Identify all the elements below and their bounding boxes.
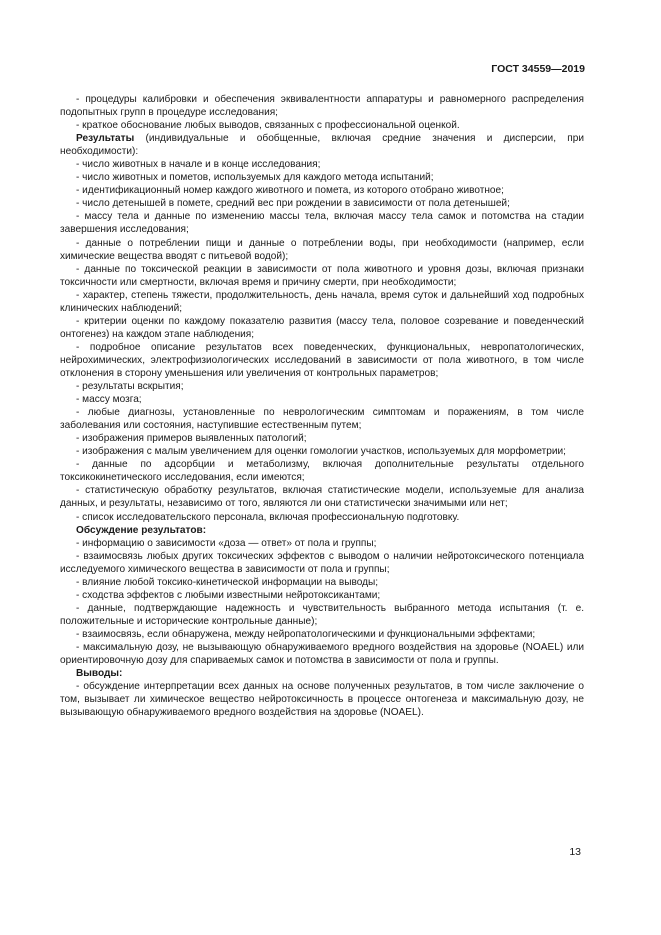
list-item — [60, 171, 584, 184]
paragraph-text: - информацию о зависимости «доза — ответ» от пола и группы; — [76, 537, 377, 549]
paragraph-text: (индивидуальные и обобщенные, включая средние значения и дисперсии, при необходимости): — [60, 133, 584, 158]
document-header: ГОСТ 34559—2019 — [491, 63, 585, 75]
list-item — [60, 93, 584, 119]
paragraph-text: - статистическую обработку результатов, включая статистические модели, используемые для анализа данных, и результаты, независимо от того, являются ли они статистически значимыми или нет; — [60, 485, 584, 510]
paragraph-text: - число животных в начале и в конце исследования; — [76, 159, 321, 171]
paragraph-text: - изображения примеров выявленных патологий; — [76, 433, 307, 445]
paragraph-text: - краткое обоснование любых выводов, связанных с профессиональной оценкой. — [76, 120, 460, 132]
paragraph-text: - взаимосвязь любых других токсических эффектов с выводом о наличии нейротоксического потенциала исследуемого химического вещества в зависимости от пола и группы; — [60, 550, 584, 575]
paragraph-text: - подробное описание результатов всех поведенческих, функциональных, невропатологических, нейрохимических, электрофизиологических исследований в зависимости от пола животного, в том числе отклонения в сторону уменьшения или увеличения от контрольных параметров; — [60, 341, 584, 379]
list-item — [60, 576, 584, 589]
list-item — [60, 537, 584, 550]
section-heading-paragraph — [60, 132, 584, 158]
list-item — [60, 158, 584, 171]
paragraph-text: - данные, подтверждающие надежность и чувствительность выбранного метода испытания (т. е. положительные и исторические контрольные данные); — [60, 602, 584, 627]
paragraph-text: - идентификационный номер каждого животного и помета, из которого отобрано животное; — [76, 185, 504, 197]
list-item — [60, 602, 584, 628]
paragraph-text: - характер, степень тяжести, продолжительность, день начала, время суток и дальнейший ход подробных клинических наблюдений; — [60, 289, 584, 314]
paragraph-text: - обсуждение интерпретации всех данных на основе полученных результатов, в том числе заключение о том, вызывает ли химическое вещество нейротоксичность в процессе онтогенеза и максимальную дозу, не вызывающую обнаруживаемого вредного воздействия на здоровье (NOAEL). — [60, 681, 584, 719]
list-item — [60, 263, 584, 289]
list-item — [60, 484, 584, 510]
list-item — [60, 458, 584, 484]
paragraph-text: - массу тела и данные по изменению массы тела, включая массу тела самок и потомства на стадии завершения исследования; — [60, 211, 584, 236]
section-heading-paragraph — [60, 667, 584, 680]
paragraph-text: - массу мозга; — [76, 394, 142, 406]
paragraph-text: - критерии оценки по каждому показателю развития (массу тела, половое созревание и поведенческий онтогенез) на каждом этапе наблюдения; — [60, 315, 584, 340]
list-item — [60, 184, 584, 197]
list-item — [60, 237, 584, 263]
paragraph-text: - процедуры калибровки и обеспечения эквивалентности аппаратуры и равномерного распределения подопытных групп в процедуре исследования; — [60, 94, 584, 119]
list-item — [60, 550, 584, 576]
paragraph-text: - взаимосвязь, если обнаружена, между нейропатологическими и функциональными эффектами; — [76, 628, 536, 640]
page-number: 13 — [569, 846, 581, 858]
list-item — [60, 589, 584, 602]
paragraph-text: - данные по токсической реакции в зависимости от пола животного и уровня дозы, включая признаки токсичности или смертности, включая время и причину смерти, при необходимости; — [60, 263, 584, 288]
list-item — [60, 380, 584, 393]
list-item — [60, 511, 584, 524]
paragraph-text: - максимальную дозу, не вызывающую обнаруживаемого вредного воздействия на здоровье (NOAEL) или ориентировочную дозу для спариваемых самок и потомства в зависимости от пола и группы. — [60, 641, 584, 667]
section-heading: Обсуждение результатов: — [76, 524, 207, 536]
paragraph-text: - данные по адсорбции и метаболизму, включая дополнительные результаты отдельного токсикокинетического исследования, если имеются; — [60, 459, 584, 484]
list-item — [60, 289, 584, 315]
list-item — [60, 432, 584, 445]
list-item — [60, 628, 584, 641]
list-item — [60, 210, 584, 236]
paragraph-text: - список исследовательского персонала, включая профессиональную подготовку. — [76, 511, 460, 523]
list-item — [60, 680, 584, 719]
paragraph-text: - число детенышей в помете, средний вес при рождении в зависимости от пола детенышей; — [76, 198, 510, 210]
paragraph-text: - сходства эффектов с любыми известными нейротоксикантами; — [76, 589, 381, 601]
list-item — [60, 197, 584, 210]
list-item — [60, 445, 584, 458]
paragraph-text: - данные о потреблении пищи и данные о потреблении воды, при необходимости (например, если химические вещества вводят с питьевой водой); — [60, 237, 584, 262]
paragraph-text: - влияние любой токсико-кинетической информации на выводы; — [76, 576, 379, 588]
list-item — [60, 341, 584, 380]
list-item — [60, 393, 584, 406]
section-heading: Результаты — [76, 133, 135, 145]
list-item — [60, 641, 584, 667]
list-item — [60, 315, 584, 341]
paragraph-text: - число животных и пометов, используемых для каждого метода испытаний; — [76, 172, 434, 184]
section-heading-paragraph — [60, 524, 584, 537]
paragraph-text: - изображения с малым увеличением для оценки гомологии участков, используемых для морфометрии; — [76, 446, 566, 458]
paragraph-text: - результаты вскрытия; — [76, 381, 184, 393]
paragraph-text: - любые диагнозы, установленные по неврологическим симптомам и поражениям, в том числе заболевания или состояния, наступившие естественным путем; — [60, 407, 584, 432]
list-item — [60, 406, 584, 432]
section-heading: Выводы: — [76, 668, 123, 680]
document-body — [60, 93, 584, 719]
list-item — [60, 119, 584, 132]
